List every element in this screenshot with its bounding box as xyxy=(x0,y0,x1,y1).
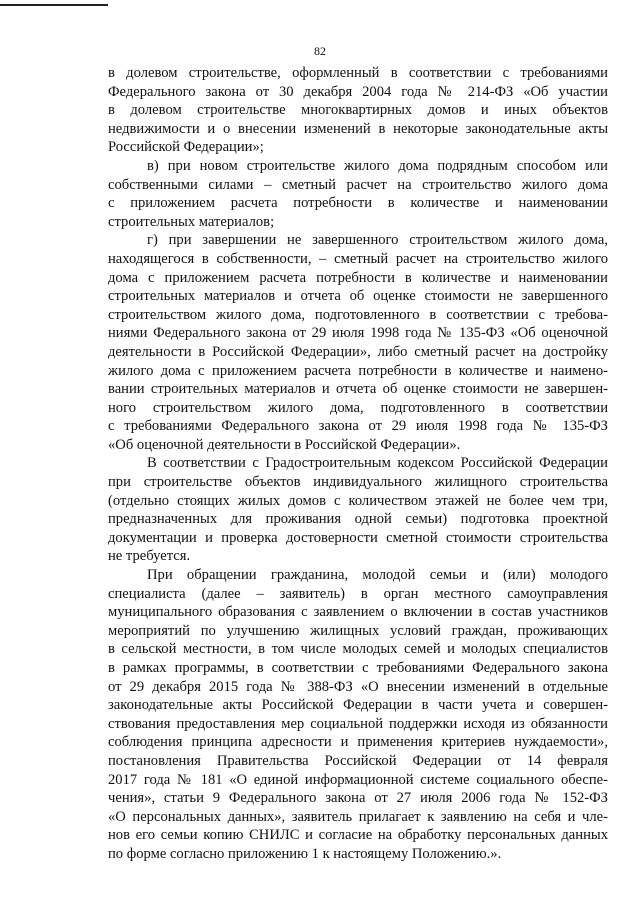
text-line: (отдельно стоящих жилых домов с количеством этажей не более чем три, xyxy=(108,492,608,509)
text-line: деятельности в Российской Федерации», либо сметный расчет на достройку xyxy=(108,343,608,360)
text-line: собственными силами – сметный расчет на строительство жилого дома xyxy=(108,176,608,193)
text-line: по форме согласно приложению 1 к настоящему Положению.». xyxy=(108,845,502,862)
text-line: ного строительством жилого дома, подготовленного в соответствии xyxy=(108,399,608,416)
text-line: «О персональных данных», заявитель прилагает к заявлению на себя и чле- xyxy=(108,808,608,825)
text-line: «Об оценочной деятельности в Российской Федерации». xyxy=(108,436,461,453)
text-line: документации и проверка достоверности сметной стоимости строительства xyxy=(108,529,608,546)
text-line: дома с приложением расчета потребности в количестве и наименовании xyxy=(108,269,608,286)
document-body xyxy=(108,64,608,864)
paragraph xyxy=(108,566,608,864)
text-line: Российской Федерации»; xyxy=(108,139,264,156)
text-line: г) при завершении не завершенного строительством жилого дома, xyxy=(147,232,608,249)
text-line: постановления Правительства Российской Федерации от 14 февраля xyxy=(108,752,608,769)
text-line: законодательные акты Российской Федерации в части учета и совершен- xyxy=(108,697,608,714)
text-line: специалиста (далее – заявитель) в орган местного самоуправления xyxy=(108,585,608,602)
text-line: жилого дома с приложением расчета потребности в количестве и наимено- xyxy=(108,362,608,379)
text-line: в долевом строительстве, оформленный в соответствии с требованиями xyxy=(108,65,608,81)
text-line: мероприятий по улучшению жилищных условий граждан, проживающих xyxy=(108,622,608,639)
text-line: нов его семьи копию СНИЛС и согласие на обработку персональных данных xyxy=(108,827,608,844)
text-line: вании строительных материалов и отчета об оценке стоимости не завершен- xyxy=(108,381,608,398)
text-line: в рамках программы, в соответствии с требованиями Федерального закона xyxy=(108,660,608,676)
text-line: строительных материалов; xyxy=(108,213,275,230)
text-line: При обращении гражданина, молодой семьи и (или) молодого xyxy=(147,567,608,584)
text-line: В соответствии с Градостроительным кодексом Российской Федерации xyxy=(147,455,608,472)
paragraph xyxy=(108,157,608,231)
text-line: ниями Федерального закона от 29 июля 1998 года № 135-ФЗ «Об оценочной xyxy=(108,325,608,342)
text-line: в сельской местности, в том числе молодых семей и молодых специалистов xyxy=(108,641,608,658)
text-line: не требуется. xyxy=(108,548,191,565)
text-line: чения», статьи 9 Федерального закона от 27 июля 2006 года № 152-ФЗ xyxy=(108,790,608,807)
text-line: муниципального образования с заявлением о включении в состав участников xyxy=(108,604,608,621)
text-line: в) при новом строительстве жилого дома подрядным способом или xyxy=(147,157,608,174)
top-rule xyxy=(0,4,108,6)
text-line: предназначенных для проживания одной семьи) подготовка проектной xyxy=(108,511,608,528)
text-line: при строительстве объектов индивидуального жилищного строительства xyxy=(108,474,608,491)
text-line: от 29 декабря 2015 года № 388-ФЗ «О внесении изменений в отдельные xyxy=(108,678,608,695)
text-line: соблюдения принципа адресности и применения критериев нуждаемости», xyxy=(108,734,608,751)
text-line: с приложением расчета потребности в количестве и наименовании xyxy=(108,195,608,212)
text-line: недвижимости и о внесении изменений в некоторые законодательные акты xyxy=(108,120,608,137)
text-line: строительных материалов и отчета об оценке стоимости не завершенного xyxy=(108,288,608,305)
paragraph xyxy=(108,64,608,157)
text-line: с требованиями Федерального закона от 29 июля 1998 года № 135-ФЗ xyxy=(108,418,608,435)
text-line: Федерального закона от 30 декабря 2004 года № 214-ФЗ «Об участии xyxy=(108,83,608,100)
paragraph xyxy=(108,454,608,566)
text-line: строительством жилого дома, подготовленного в соответствии с требова- xyxy=(108,306,608,323)
text-line: находящегося в собственности, – сметный расчет на строительство жилого xyxy=(108,250,608,267)
page-number: 82 xyxy=(314,44,326,58)
text-line: 2017 года № 181 «О единой информационной системе социального обеспе- xyxy=(108,771,608,788)
text-line: ствования предоставления мер социальной поддержки исходя из обязанности xyxy=(108,715,608,732)
text-line: в долевом строительстве многоквартирных домов и иных объектов xyxy=(108,102,608,119)
paragraph xyxy=(108,231,608,454)
